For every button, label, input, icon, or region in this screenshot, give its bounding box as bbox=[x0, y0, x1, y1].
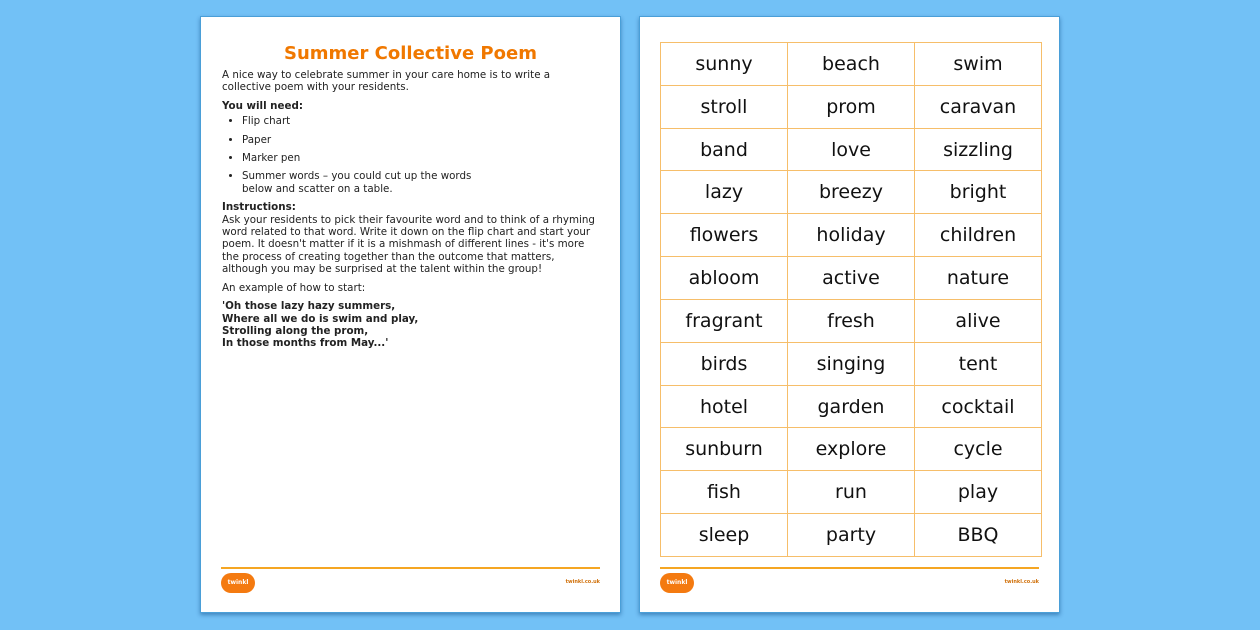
list-item: • Paper bbox=[242, 134, 602, 146]
table-row bbox=[661, 43, 1042, 86]
poem-line: In those months from May...' bbox=[222, 337, 389, 350]
word-cell: active bbox=[788, 257, 915, 300]
table-row bbox=[661, 428, 1042, 471]
word-cell: bright bbox=[915, 171, 1042, 214]
word-cell: sunny bbox=[661, 43, 788, 86]
page-body bbox=[222, 69, 602, 350]
word-cell: fresh bbox=[788, 299, 915, 342]
word-cell: sleep bbox=[661, 514, 788, 557]
word-cell: birds bbox=[661, 342, 788, 385]
word-cell: nature bbox=[915, 257, 1042, 300]
table-row bbox=[661, 128, 1042, 171]
list-item: • Summer words – you could cut up the words below and scatter on a table. bbox=[242, 170, 482, 195]
footer-url: twinkl.co.uk bbox=[1004, 579, 1039, 585]
poem-line: 'Oh those lazy hazy summers, bbox=[222, 300, 396, 313]
word-cell: alive bbox=[915, 299, 1042, 342]
example-label: An example of how to start: bbox=[222, 281, 366, 294]
table-row bbox=[661, 257, 1042, 300]
table-row bbox=[661, 214, 1042, 257]
poem-line: Strolling along the prom, bbox=[222, 324, 369, 337]
table-row bbox=[661, 171, 1042, 214]
word-cell: BBQ bbox=[915, 514, 1042, 557]
word-cell: play bbox=[915, 471, 1042, 514]
word-cell: sunburn bbox=[661, 428, 788, 471]
example-poem bbox=[222, 300, 602, 350]
word-cell: band bbox=[661, 128, 788, 171]
word-cell: lazy bbox=[661, 171, 788, 214]
word-cell: abloom bbox=[661, 257, 788, 300]
needs-list bbox=[222, 115, 602, 195]
word-cell: party bbox=[788, 514, 915, 557]
word-cell: swim bbox=[915, 43, 1042, 86]
table-row bbox=[661, 342, 1042, 385]
footer-divider bbox=[660, 567, 1039, 569]
word-cards-page bbox=[639, 16, 1060, 613]
word-cell: singing bbox=[788, 342, 915, 385]
table-row bbox=[661, 299, 1042, 342]
word-cell: hotel bbox=[661, 385, 788, 428]
list-item: • Marker pen bbox=[242, 152, 602, 164]
word-cell: children bbox=[915, 214, 1042, 257]
word-cell: tent bbox=[915, 342, 1042, 385]
word-cell: breezy bbox=[788, 171, 915, 214]
word-cell: flowers bbox=[661, 214, 788, 257]
word-cell: holiday bbox=[788, 214, 915, 257]
footer-divider bbox=[221, 567, 600, 569]
word-cell: cocktail bbox=[915, 385, 1042, 428]
word-cell: prom bbox=[788, 85, 915, 128]
word-cell: cycle bbox=[915, 428, 1042, 471]
word-cell: fragrant bbox=[661, 299, 788, 342]
table-row bbox=[661, 471, 1042, 514]
word-cell: run bbox=[788, 471, 915, 514]
word-cell: caravan bbox=[915, 85, 1042, 128]
word-cell: fish bbox=[661, 471, 788, 514]
poem-line: Where all we do is swim and play, bbox=[222, 312, 419, 325]
word-cell: stroll bbox=[661, 85, 788, 128]
table-row bbox=[661, 514, 1042, 557]
word-cell: beach bbox=[788, 43, 915, 86]
list-item: • Flip chart bbox=[242, 115, 602, 127]
intro-text: A nice way to celebrate summer in your care home is to write a collective poem with your residents. bbox=[222, 69, 551, 94]
word-cell: sizzling bbox=[915, 128, 1042, 171]
instructions-text: Ask your residents to pick their favourite word and to think of a rhyming word related to that word. Write it down on the flip chart and start your poem. It doesn't matter if it is a mishmash of different lines - it's more the process of creating together than the outcome that matters, although you may be surprised at the talent within the group! bbox=[222, 213, 595, 276]
page-title: Summer Collective Poem bbox=[284, 43, 537, 64]
footer-url: twinkl.co.uk bbox=[565, 579, 600, 585]
summer-words-table bbox=[660, 42, 1042, 557]
table-row bbox=[661, 85, 1042, 128]
twinkl-logo: twinkl bbox=[660, 573, 694, 593]
instructions-heading: Instructions: bbox=[222, 201, 296, 214]
word-cell: love bbox=[788, 128, 915, 171]
twinkl-logo: twinkl bbox=[221, 573, 255, 593]
table-row bbox=[661, 385, 1042, 428]
instructions-page bbox=[200, 16, 621, 613]
needs-heading: You will need: bbox=[222, 99, 303, 112]
word-cell: explore bbox=[788, 428, 915, 471]
word-cell: garden bbox=[788, 385, 915, 428]
